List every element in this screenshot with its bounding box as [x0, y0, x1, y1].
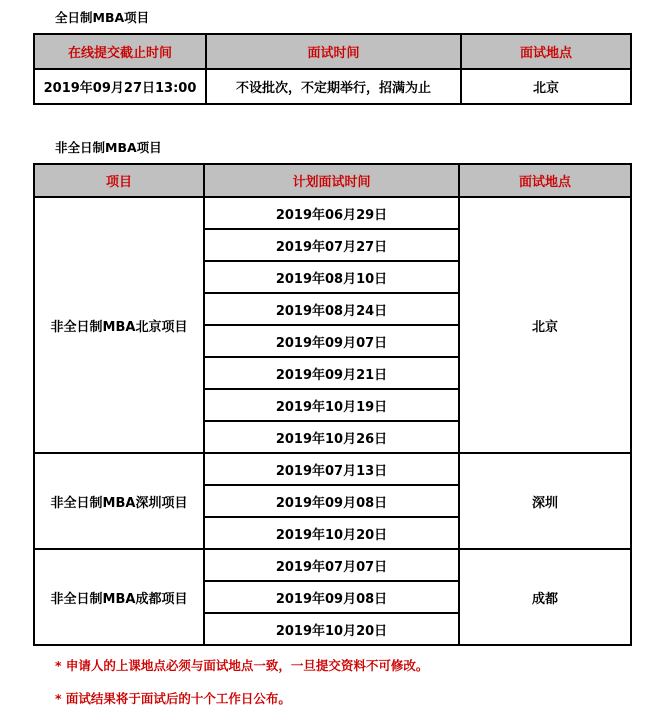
cell-project-shenzhen: 非全日制MBA深圳项目 [34, 453, 204, 549]
cell-date: 2019年07月13日 [204, 453, 459, 485]
header-planned-interview-time: 计划面试时间 [204, 164, 459, 197]
header-interview-time: 面试时间 [206, 34, 461, 69]
header-interview-location: 面试地点 [459, 164, 631, 197]
table-row [34, 197, 631, 229]
header-interview-location: 面试地点 [461, 34, 631, 69]
cell-date: 2019年08月10日 [204, 261, 459, 293]
header-submission-deadline: 在线提交截止时间 [34, 34, 206, 69]
cell-location-shenzhen: 深圳 [459, 453, 631, 549]
cell-date: 2019年09月08日 [204, 485, 459, 517]
footnote-location-rule: * 申请人的上课地点必须与面试地点一致，一旦提交资料不可修改。 [55, 658, 429, 673]
cell-date: 2019年09月07日 [204, 325, 459, 357]
cell-date: 2019年08月24日 [204, 293, 459, 325]
cell-date: 2019年09月08日 [204, 581, 459, 613]
table-row [34, 453, 631, 485]
fulltime-schedule-table [33, 33, 632, 105]
cell-location: 北京 [461, 69, 631, 104]
cell-location-beijing: 北京 [459, 197, 631, 453]
cell-date: 2019年10月20日 [204, 517, 459, 549]
cell-interview-time: 不设批次，不定期举行，招满为止 [206, 69, 461, 104]
cell-date: 2019年09月21日 [204, 357, 459, 389]
table-row [34, 549, 631, 581]
cell-date: 2019年06月29日 [204, 197, 459, 229]
header-project: 项目 [34, 164, 204, 197]
footnote-result-announcement: * 面试结果将于面试后的十个工作日公布。 [55, 691, 291, 706]
cell-deadline: 2019年09月27日13:00 [34, 69, 206, 104]
table-header-row [34, 34, 631, 69]
parttime-schedule-table [33, 163, 632, 646]
cell-project-chengdu: 非全日制MBA成都项目 [34, 549, 204, 645]
cell-date: 2019年07月07日 [204, 549, 459, 581]
cell-date: 2019年10月26日 [204, 421, 459, 453]
cell-date: 2019年10月20日 [204, 613, 459, 645]
table-row [34, 69, 631, 104]
cell-date: 2019年10月19日 [204, 389, 459, 421]
footnotes [0, 659, 672, 706]
parttime-section-title: 非全日制MBA项目 [55, 140, 162, 155]
fulltime-section-title: 全日制MBA项目 [55, 10, 150, 25]
table-header-row [34, 164, 631, 197]
cell-date: 2019年07月27日 [204, 229, 459, 261]
cell-project-beijing: 非全日制MBA北京项目 [34, 197, 204, 453]
cell-location-chengdu: 成都 [459, 549, 631, 645]
